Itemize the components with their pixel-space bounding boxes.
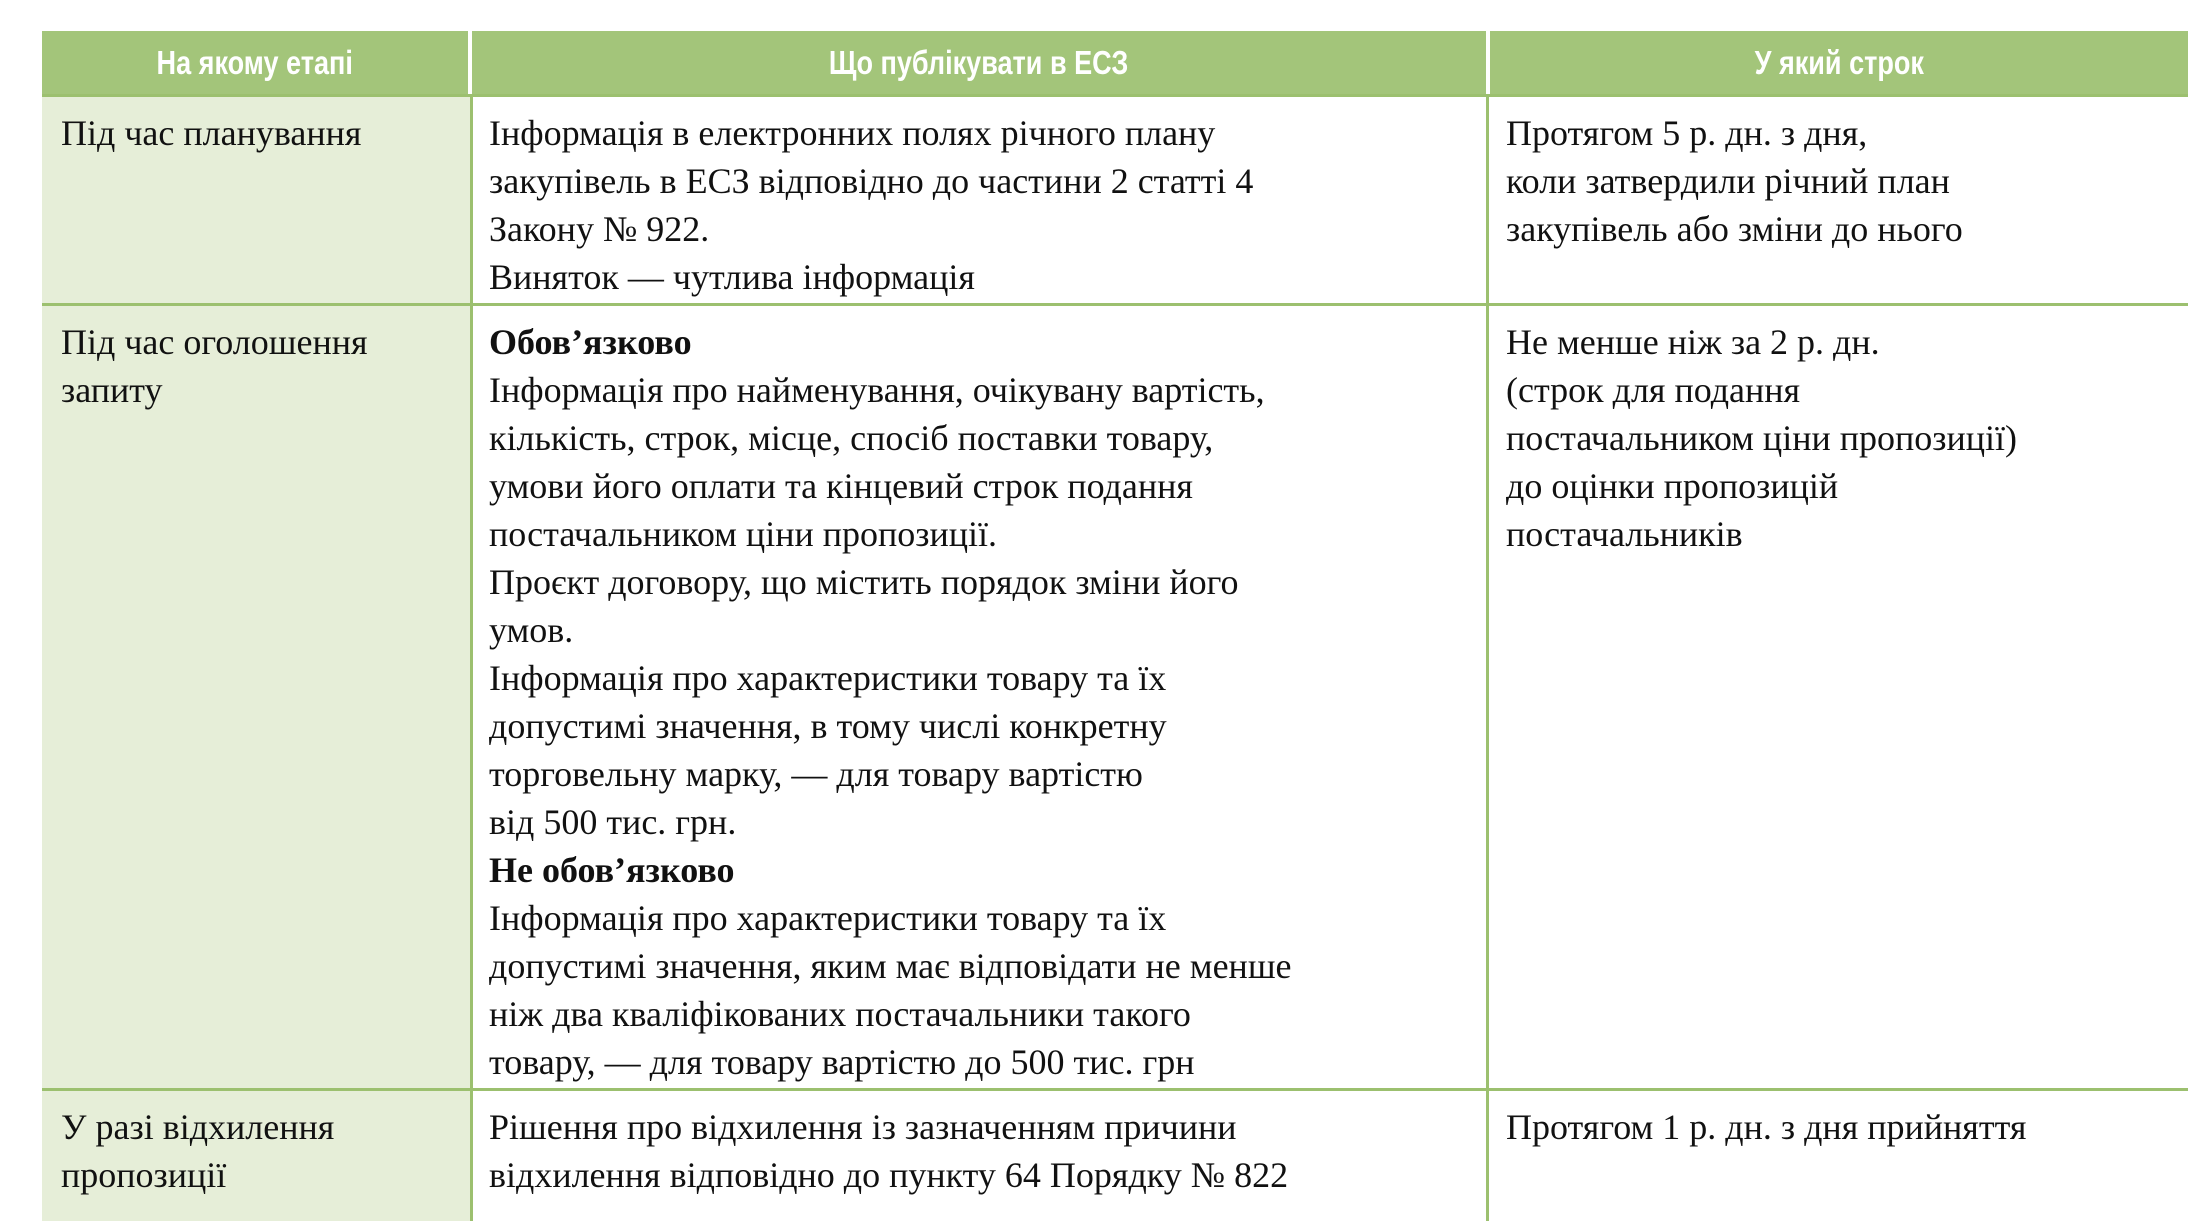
text-line: кількість, строк, місце, спосіб поставки товару,: [489, 418, 1214, 458]
text-line: Рішення про відхилення із зазначенням причини: [489, 1107, 1237, 1147]
text-line: ніж два кваліфікованих постачальники такого: [489, 994, 1191, 1034]
text-line: закупівель в ЕСЗ відповідно до частини 2 статті 4: [489, 161, 1254, 201]
stage-cell: [42, 306, 473, 1088]
text-line: умови його оплати та кінцевий строк подання: [489, 466, 1193, 506]
text-line: постачальником ціни пропозиції): [1506, 418, 2017, 458]
text-line: умов.: [489, 610, 574, 650]
header-divider: [469, 31, 472, 94]
text-line: товару, — для товару вартістю до 500 тис. грн: [489, 1042, 1195, 1082]
text-line: Закону № 922.: [489, 209, 710, 249]
text-line: Обов’язково: [489, 322, 692, 362]
text-line: торговельну марку, — для товару вартістю: [489, 754, 1143, 794]
text-line: допустимі значення, в тому числі конкретну: [489, 706, 1167, 746]
text-line: Не обов’язково: [489, 850, 735, 890]
text-line: Інформація про характеристики товару та їх: [489, 898, 1167, 938]
text-line: коли затвердили річний план: [1506, 161, 1950, 201]
stage-text: [61, 318, 368, 414]
text-line: (строк для подання: [1506, 370, 1801, 410]
stage-text: [61, 1103, 334, 1199]
stage-text: [61, 109, 361, 157]
column-divider: [1486, 97, 1489, 303]
publish-text: [489, 318, 1292, 1086]
text-line: постачальником ціни пропозиції.: [489, 514, 998, 554]
text-line: постачальників: [1506, 514, 1743, 554]
text-line: Інформація в електронних полях річного плану: [489, 113, 1216, 153]
header-stage: На якому етапі: [42, 31, 468, 94]
text-line: Протягом 5 р. дн. з дня,: [1506, 113, 1868, 153]
text-line: Проєкт договору, що містить порядок зміни його: [489, 562, 1239, 602]
header-when: У який строк: [1490, 31, 2188, 94]
header-what: Що публікувати в ЕСЗ: [472, 31, 1486, 94]
text-line: Інформація про характеристики товару та їх: [489, 658, 1167, 698]
text-line: відхилення відповідно до пункту 64 Порядку № 822: [489, 1155, 1289, 1195]
text-line: Під час планування: [61, 113, 362, 153]
text-line: Інформація про найменування, очікувану вартість,: [489, 370, 1265, 410]
deadline-text: [1506, 109, 1963, 253]
text-line: пропозиції: [61, 1155, 227, 1195]
table-row: [42, 94, 2188, 303]
text-line: Не менше ніж за 2 р. дн.: [1506, 322, 1880, 362]
text-line: запиту: [61, 370, 163, 410]
text-line: допустимі значення, яким має відповідати не менше: [489, 946, 1292, 986]
publish-text: [489, 109, 1253, 301]
text-line: У разі відхилення: [61, 1107, 335, 1147]
text-line: Під час оголошення: [61, 322, 368, 362]
table-row: [42, 1088, 2188, 1221]
column-divider: [1486, 306, 1489, 1088]
deadline-text: [1506, 1103, 2026, 1151]
publish-text: [489, 1103, 1288, 1199]
table-row: [42, 303, 2188, 1088]
text-line: Виняток — чутлива інформація: [489, 257, 975, 297]
text-line: Протягом 1 р. дн. з дня прийняття: [1506, 1107, 2027, 1147]
deadline-text: [1506, 318, 2017, 558]
text-line: до оцінки пропозицій: [1506, 466, 1839, 506]
header-divider: [1487, 31, 1490, 94]
text-line: закупівель або зміни до нього: [1506, 209, 1963, 249]
text-line: від 500 тис. грн.: [489, 802, 737, 842]
